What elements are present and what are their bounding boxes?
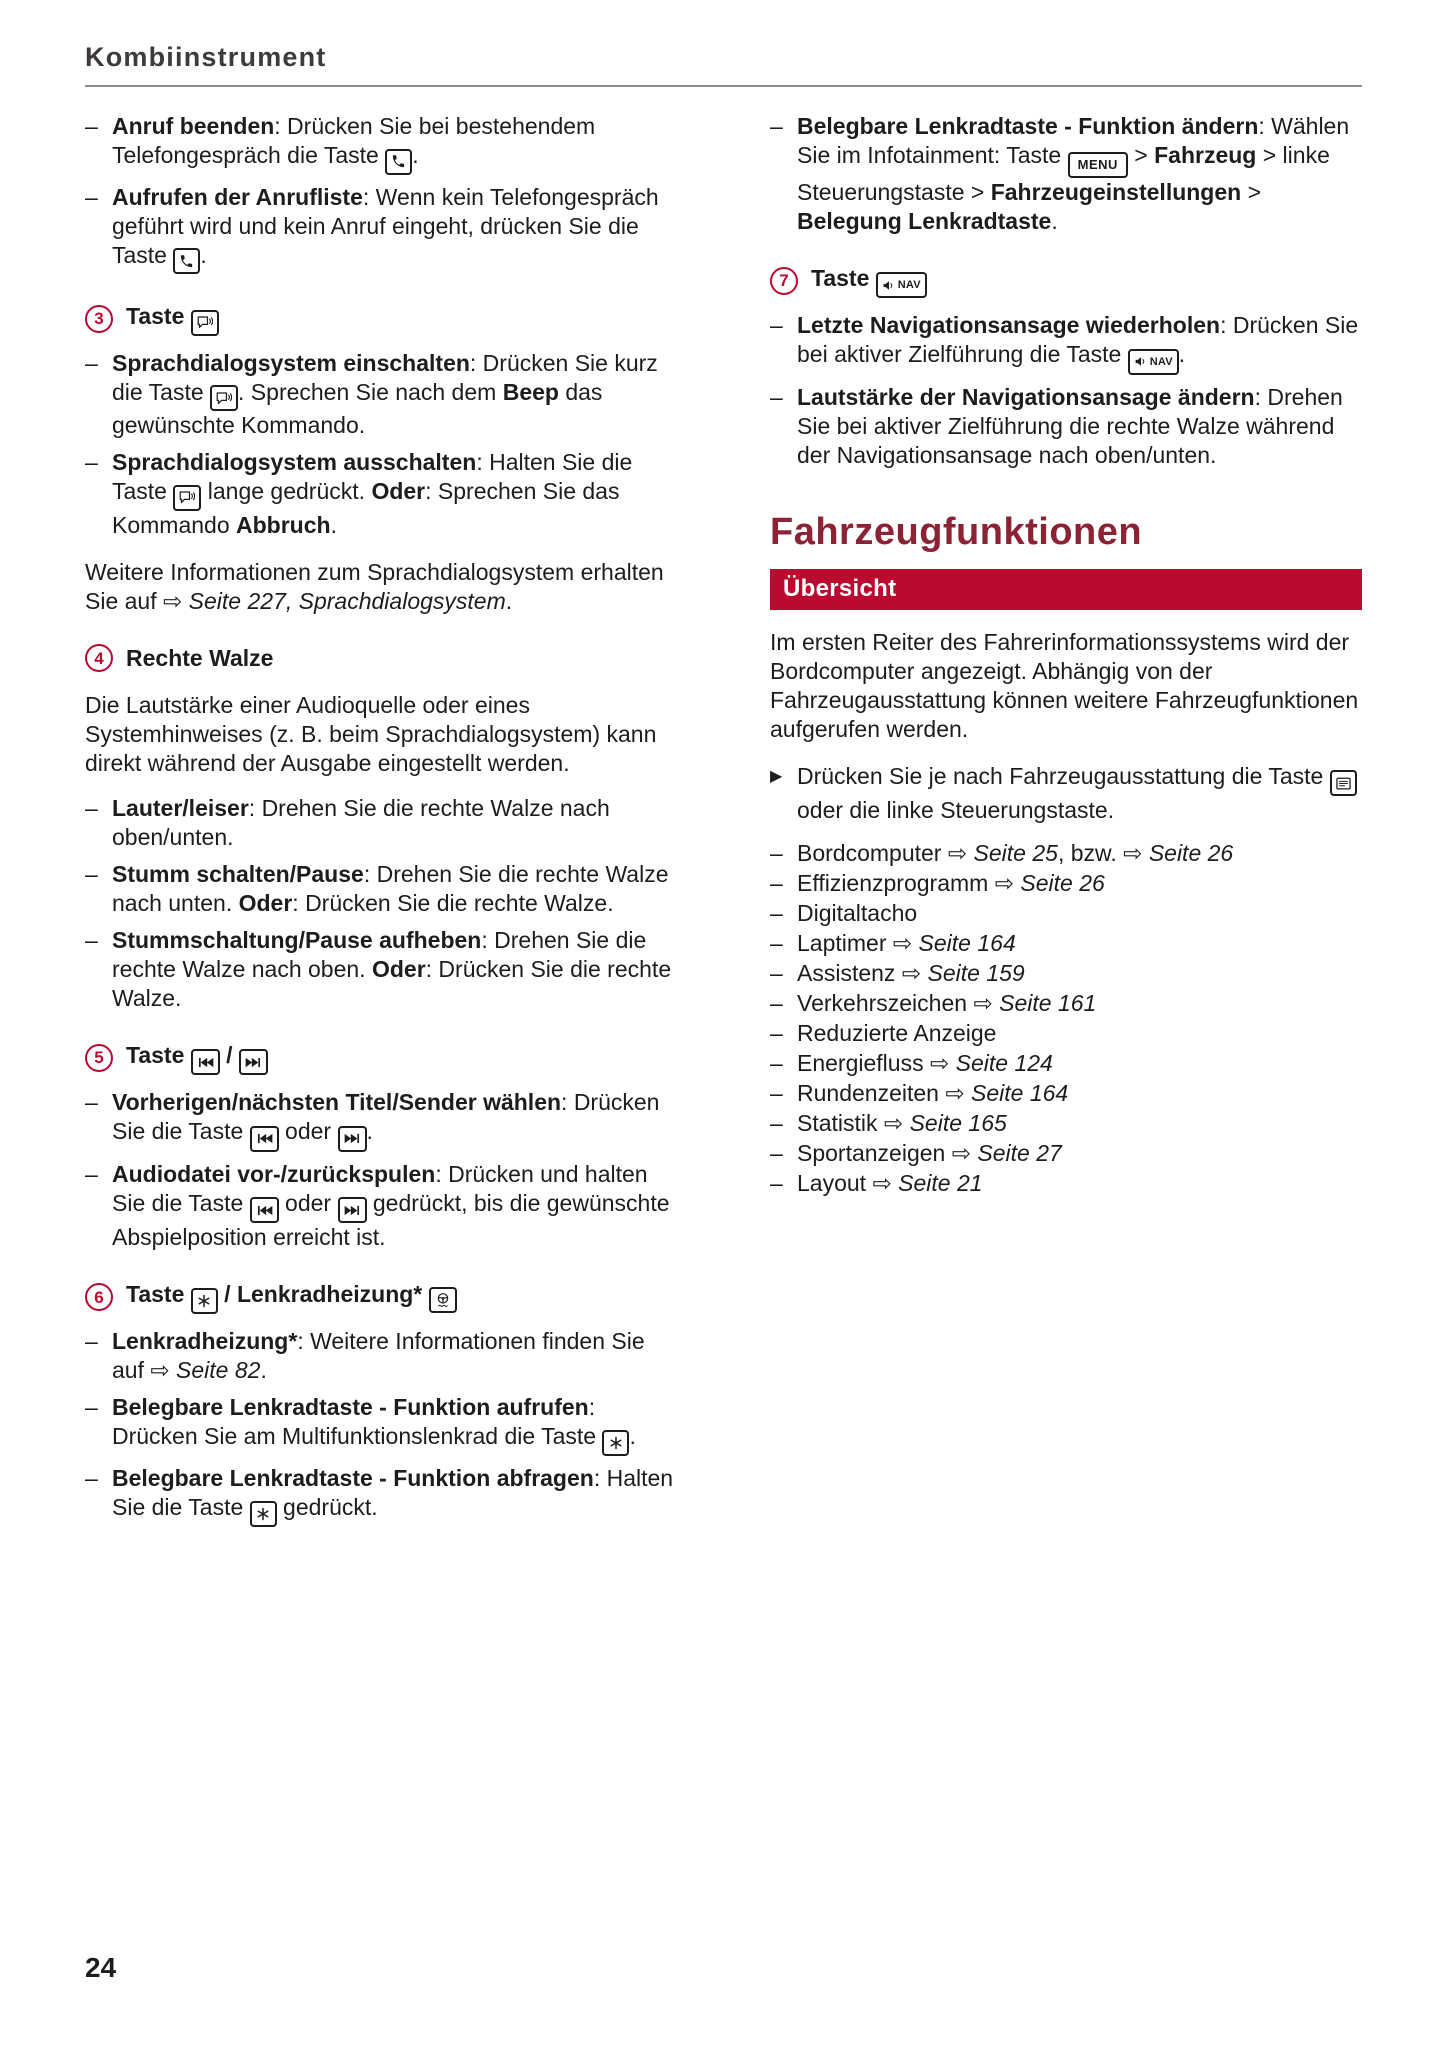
- text-run: Die Lautstärke einer Audioquelle oder eines Systemhinweises (z. B. beim Sprachdialogsystem) kann direkt während der Ausgabe eingestellt werden.: [85, 691, 657, 776]
- display-menu-icon: [1330, 770, 1357, 796]
- heading-text: [126, 1280, 457, 1314]
- item-text: [112, 1160, 677, 1253]
- dash-item: [85, 349, 677, 441]
- numbered-heading: [85, 644, 677, 673]
- text-run: .: [200, 241, 207, 268]
- bold-text: Abbruch: [236, 511, 331, 538]
- text-run: Layout: [797, 1170, 873, 1196]
- nav-key-label: NAV: [1149, 355, 1173, 368]
- dash-item: [85, 1088, 677, 1152]
- text-run: ⇨: [947, 840, 974, 866]
- list-item: [770, 1169, 1362, 1198]
- paragraph: [770, 628, 1362, 744]
- dash-item: [85, 448, 677, 540]
- item-text: [797, 112, 1362, 236]
- bold-text: / Lenkradheizung*: [217, 1281, 429, 1307]
- page-number: 24: [85, 1952, 117, 1983]
- dash-marker: –: [85, 349, 98, 376]
- action-item: [770, 762, 1362, 826]
- left-column: [85, 112, 677, 1535]
- text-run: : Halten Sie die Taste: [112, 449, 633, 504]
- previous-track-icon: [250, 1197, 279, 1223]
- text-run: Energiefluss: [797, 1050, 930, 1076]
- item-text: [797, 959, 1362, 988]
- item-text: [797, 929, 1362, 958]
- right-column: [770, 112, 1362, 1199]
- asterisk-key-icon: [602, 1430, 629, 1456]
- text-run: : Drücken Sie die rechte Walze.: [112, 955, 672, 1011]
- page-reference: Seite 164: [971, 1080, 1069, 1106]
- next-track-icon: [239, 1049, 268, 1075]
- step-number-badge: 5: [85, 1044, 113, 1072]
- text-run: .: [505, 587, 513, 614]
- dash-item: [85, 1160, 677, 1253]
- dash-item: [85, 1327, 677, 1385]
- text-run: Rundenzeiten: [797, 1080, 946, 1106]
- dash-marker: –: [85, 1160, 98, 1187]
- text-run: .: [1178, 341, 1186, 367]
- list-item: [770, 1049, 1362, 1078]
- nav-announcement-icon: [1128, 349, 1179, 375]
- dash-item: [85, 794, 677, 852]
- text-run: ⇨: [973, 990, 1000, 1016]
- page-reference: Seite 27: [977, 1140, 1062, 1166]
- dash-marker: –: [85, 1465, 98, 1491]
- bold-text: Letzte Navigationsansage wiederholen: [797, 312, 1221, 338]
- dash-marker: –: [770, 960, 783, 986]
- text-run: oder: [278, 1118, 338, 1144]
- text-run: Verkehrszeichen: [797, 990, 974, 1016]
- list-item: [770, 1079, 1362, 1108]
- bold-text: Taste: [126, 1041, 191, 1068]
- bold-text: Aufrufen der Anrufliste: [112, 183, 363, 210]
- numbered-heading: [770, 264, 1362, 299]
- page-title: Kombiinstrument: [85, 42, 327, 72]
- previous-track-icon: [191, 1049, 220, 1075]
- item-text: [112, 1088, 677, 1152]
- text-run: : Drehen Sie die rechte Walze nach oben/unten.: [112, 794, 610, 850]
- item-text: [112, 183, 677, 275]
- dash-item: [770, 112, 1362, 236]
- bold-text: Taste: [126, 303, 191, 329]
- item-text: [112, 349, 677, 441]
- text-run: : Weitere Informationen finden Sie auf: [112, 1328, 645, 1383]
- bold-text: Audiodatei vor-/zurückspulen: [112, 1160, 436, 1187]
- text-run: lange gedrückt.: [201, 478, 372, 504]
- dash-item: [85, 926, 677, 1013]
- text-run: : Drehen Sie die rechte Walze nach oben.: [112, 926, 647, 982]
- text-run: Laptimer: [797, 930, 893, 956]
- item-text: [112, 448, 677, 540]
- bold-text: Taste: [126, 1281, 191, 1307]
- text-run: .: [412, 142, 419, 168]
- text-run: Bordcomputer: [797, 840, 948, 866]
- item-text: [112, 1327, 677, 1385]
- item-text: [797, 1169, 1362, 1198]
- dash-marker: –: [770, 1170, 783, 1196]
- bold-text: Belegung Lenkradtaste: [797, 207, 1052, 234]
- dash-item: [85, 112, 677, 175]
- heading-text: [126, 302, 219, 336]
- bold-text: Belegbare Lenkradtaste - Funktion ändern: [797, 113, 1259, 139]
- page-reference: Seite 227, Sprachdialogsystem: [188, 587, 506, 614]
- heading-text: [126, 1041, 268, 1076]
- subsection-banner: Übersicht: [770, 569, 1362, 610]
- text-run: ⇨: [1123, 840, 1149, 866]
- item-text: [112, 860, 677, 918]
- bold-text: Fahrzeugeinstellungen: [990, 178, 1242, 205]
- dash-marker: –: [85, 1328, 98, 1354]
- dash-marker: –: [85, 449, 98, 475]
- text-run: Drücken Sie je nach Fahrzeugausstattung die Taste: [797, 762, 1330, 789]
- list-item: [770, 989, 1362, 1018]
- bold-text: Rechte Walze: [126, 644, 274, 671]
- dash-marker: –: [85, 113, 98, 139]
- step-number-badge: 7: [770, 267, 798, 295]
- bold-text: Oder: [238, 889, 293, 916]
- text-run: >: [1241, 178, 1262, 205]
- text-run: ⇨: [994, 870, 1021, 896]
- bold-text: Beep: [502, 378, 559, 405]
- item-text: [797, 762, 1362, 826]
- text-run: : Drücken Sie bei aktiver Zielführung die Taste: [797, 312, 1359, 367]
- heading-text: [811, 264, 927, 299]
- page-reference: Seite 161: [999, 990, 1097, 1016]
- dash-marker: –: [770, 930, 783, 956]
- content-columns: [85, 112, 1362, 1535]
- text-run: gedrückt, bis die gewünschte Abspielposition erreicht ist.: [112, 1189, 670, 1250]
- dash-marker: –: [770, 840, 783, 866]
- next-track-icon: [338, 1126, 367, 1152]
- header-divider: [85, 85, 1362, 87]
- dash-marker: –: [770, 1050, 783, 1076]
- menu-key: [1068, 152, 1128, 178]
- text-run: Digitaltacho: [797, 900, 918, 926]
- dash-marker: –: [85, 794, 98, 821]
- dash-marker: –: [770, 1110, 783, 1136]
- heading-text: [126, 644, 273, 673]
- arrow-bullet-icon: ▶: [770, 767, 783, 785]
- text-run: : Drücken Sie kurz die Taste: [112, 349, 658, 405]
- text-run: das gewünschte Kommando.: [112, 378, 603, 438]
- paragraph: [85, 691, 677, 778]
- text-run: Reduzierte Anzeige: [797, 1020, 997, 1046]
- item-text: [112, 926, 677, 1013]
- bold-text: Sprachdialogsystem einschalten: [112, 349, 470, 376]
- text-run: : Drücken Sie die rechte Walze.: [292, 889, 614, 916]
- section-heading: Fahrzeugfunktionen: [770, 510, 1143, 553]
- bold-text: Oder: [371, 478, 426, 504]
- bold-text: Belegbare Lenkradtaste - Funktion aufrufen: [112, 1394, 589, 1420]
- item-text: [797, 311, 1362, 375]
- text-run: : Drücken Sie die Taste: [112, 1089, 660, 1144]
- bold-text: Fahrzeug: [1154, 142, 1257, 168]
- nav-announcement-icon: [876, 272, 927, 298]
- dash-item: [85, 1393, 677, 1456]
- bold-text: Vorherigen/nächsten Titel/Sender wählen: [112, 1089, 562, 1115]
- text-run: .: [260, 1357, 267, 1383]
- text-run: ⇨: [163, 587, 189, 614]
- item-text: [797, 899, 1362, 928]
- bold-text: Lautstärke der Navigationsansage ändern: [797, 383, 1255, 410]
- item-text: [112, 1393, 677, 1456]
- text-run: : Drücken Sie bei bestehendem Telefongespräch die Taste: [112, 113, 596, 168]
- text-run: : Drehen Sie die rechte Walze nach unten.: [112, 860, 669, 916]
- text-run: : Wählen Sie im Infotainment: Taste: [797, 113, 1350, 168]
- text-run: gedrückt.: [276, 1494, 378, 1520]
- dash-item: [85, 183, 677, 275]
- dash-item: [770, 383, 1362, 470]
- page-reference: Seite 164: [918, 930, 1016, 956]
- dash-marker: –: [770, 383, 783, 410]
- bold-text: /: [219, 1041, 239, 1068]
- page-reference: Seite 159: [927, 960, 1025, 986]
- phone-icon: [173, 248, 200, 274]
- nav-key-label: NAV: [897, 279, 921, 291]
- asterisk-key-icon: [250, 1501, 277, 1527]
- dash-marker: –: [770, 312, 783, 338]
- text-run: oder: [278, 1189, 338, 1216]
- text-run: ⇨: [951, 1140, 978, 1166]
- previous-track-icon: [250, 1126, 279, 1152]
- page-reference: Seite 165: [909, 1110, 1007, 1136]
- page-reference: Seite 124: [955, 1050, 1053, 1076]
- text-run: : Halten Sie die Taste: [112, 1465, 674, 1520]
- list-item: [770, 1139, 1362, 1168]
- step-number-badge: 6: [85, 1283, 113, 1311]
- step-number-badge: 4: [85, 644, 113, 672]
- list-item: [770, 869, 1362, 898]
- dash-item: [85, 1464, 677, 1527]
- item-text: [112, 1464, 677, 1527]
- numbered-heading: [85, 1280, 677, 1314]
- list-item: [770, 929, 1362, 958]
- item-text: [797, 1109, 1362, 1138]
- next-track-icon: [338, 1197, 367, 1223]
- text-run: ⇨: [872, 1170, 899, 1196]
- dash-marker: –: [770, 1140, 783, 1166]
- dash-marker: –: [770, 990, 783, 1016]
- text-run: >: [1127, 142, 1155, 168]
- list-item: [770, 1019, 1362, 1048]
- asterisk-key-icon: [191, 1288, 218, 1314]
- bold-text: Anruf beenden: [112, 113, 275, 139]
- text-run: Statistik: [797, 1110, 884, 1136]
- list-item: [770, 899, 1362, 928]
- page-reference: Seite 82: [176, 1357, 261, 1383]
- voice-dialog-icon: [210, 385, 238, 411]
- page-reference: Seite 26: [1020, 870, 1105, 896]
- step-number-badge: 3: [85, 305, 113, 333]
- text-run: : Drücken Sie am Multifunktionslenkrad die Taste: [112, 1394, 603, 1449]
- bold-text: Stumm schalten/Pause: [112, 860, 364, 887]
- item-text: [797, 839, 1362, 868]
- dash-marker: –: [85, 860, 98, 887]
- text-run: .: [629, 1423, 636, 1449]
- list-item: [770, 1109, 1362, 1138]
- page-reference: Seite 25: [973, 840, 1058, 866]
- page-reference: Seite 26: [1148, 840, 1234, 866]
- bold-text: Lauter/leiser: [112, 794, 249, 821]
- page-header: [85, 42, 1362, 87]
- item-text: [797, 989, 1362, 1018]
- text-run: . Sprechen Sie nach dem: [238, 378, 503, 405]
- text-run: : Drücken und halten Sie die Taste: [112, 1160, 648, 1216]
- item-text: [797, 869, 1362, 898]
- list-item: [770, 959, 1362, 988]
- bold-text: Taste: [811, 264, 876, 291]
- bold-text: Oder: [371, 955, 426, 982]
- item-text: [797, 1019, 1362, 1048]
- dash-item: [770, 311, 1362, 375]
- item-text: [797, 1139, 1362, 1168]
- text-run: oder die linke Steuerungstaste.: [797, 797, 1115, 823]
- steering-wheel-heating-icon: [429, 1287, 457, 1313]
- dash-marker: –: [770, 870, 783, 896]
- text-run: : Wenn kein Telefongespräch geführt wird und kein Anruf eingeht, drücken Sie die Taste: [112, 183, 659, 268]
- phone-icon: [385, 149, 412, 175]
- text-run: ⇨: [150, 1357, 177, 1383]
- text-run: ⇨: [945, 1080, 972, 1106]
- voice-dialog-icon: [173, 485, 201, 511]
- text-run: Sportanzeigen: [797, 1140, 952, 1166]
- item-text: [112, 794, 677, 852]
- menu-key-label: MENU: [1077, 157, 1118, 172]
- text-run: Im ersten Reiter des Fahrerinformationssystems wird der Bordcomputer angezeigt. Abhängig von der Fahrzeugausstattung können weitere Fahrzeugfunktionen aufgerufen werden.: [770, 628, 1359, 742]
- numbered-heading: [85, 302, 677, 336]
- item-text: [797, 1049, 1362, 1078]
- dash-marker: –: [85, 183, 98, 210]
- dash-marker: –: [85, 1089, 98, 1115]
- list-item: [770, 839, 1362, 868]
- item-text: [112, 112, 677, 175]
- text-run: ⇨: [883, 1110, 910, 1136]
- dash-marker: –: [770, 1020, 783, 1046]
- text-run: ⇨: [929, 1050, 956, 1076]
- dash-marker: –: [770, 900, 783, 926]
- text-run: .: [330, 511, 337, 538]
- text-run: Effizienzprogramm: [797, 870, 995, 896]
- text-run: ⇨: [901, 960, 928, 986]
- bold-text: Belegbare Lenkradtaste - Funktion abfragen: [112, 1465, 594, 1491]
- dash-item: [85, 860, 677, 918]
- text-run: , bzw.: [1057, 840, 1124, 866]
- bold-text: Sprachdialogsystem ausschalten: [112, 449, 477, 475]
- page-reference: Seite 21: [898, 1170, 983, 1196]
- bold-text: Stummschaltung/Pause aufheben: [112, 926, 482, 953]
- text-run: .: [366, 1118, 373, 1144]
- dash-marker: –: [770, 113, 783, 139]
- dash-marker: –: [85, 1394, 98, 1420]
- voice-dialog-icon: [191, 310, 219, 336]
- text-run: : Drehen Sie bei aktiver Zielführung die rechte Walze während der Navigationsansage nach oben/unten.: [797, 383, 1343, 468]
- text-run: : Sprechen Sie das Kommando: [112, 478, 620, 538]
- text-run: Weitere Informationen zum Sprachdialogsystem erhalten Sie auf: [85, 558, 664, 614]
- text-run: > linke Steuerungstaste >: [797, 142, 1330, 205]
- bold-text: Lenkradheizung*: [112, 1328, 298, 1354]
- dash-marker: –: [85, 926, 98, 953]
- text-run: Assistenz: [797, 960, 902, 986]
- item-text: [797, 383, 1362, 470]
- item-text: [797, 1079, 1362, 1108]
- paragraph: [85, 558, 677, 616]
- numbered-heading: [85, 1041, 677, 1076]
- text-run: ⇨: [892, 930, 919, 956]
- text-run: .: [1051, 207, 1058, 234]
- dash-marker: –: [770, 1080, 783, 1106]
